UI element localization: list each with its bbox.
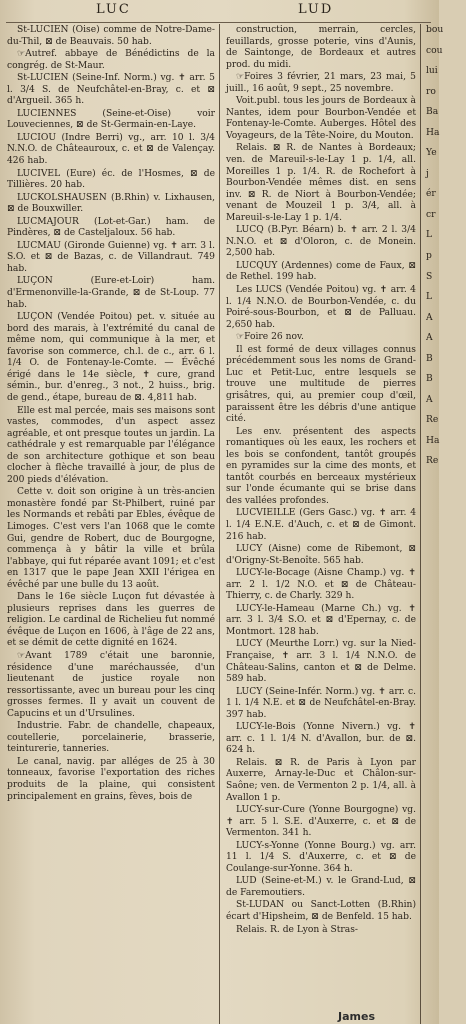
col1-entry: ☞Avant 1789 c'était une baronnie, résidence d'une maréchaussée, d'un lieutenant de justice royale non ressortissante, avec un bureau pour les cinq grosses fermes. Il y avait un couvent de Capucins et un d'Ursulines. xyxy=(7,650,215,719)
col2-entry: LUCY (Meurthe Lorr.) vg. sur la Nied-Française, ✝ arr. 3 l. 1/4 N.N.O. de Château-Salins, canton et ⊠ de Delme. 589 hab. xyxy=(226,639,416,685)
col2-entry: LUCVIEILLE (Gers Gasc.) vg. ✝ arr. 4 l. 1/4 E.N.E. d'Auch, c. et ⊠ de Gimont. 216 hab. xyxy=(226,508,416,542)
col2-entry: LUCY (Seine-Infér. Norm.) vg. ✝ arr. c. 1 l. 1/4 N.E. et ⊠ de Neufchâtel-en-Bray. 397 hab. xyxy=(226,686,416,720)
col3-entry: B xyxy=(426,353,433,364)
col3-entry: Ba xyxy=(426,107,439,118)
col1-entry: LUCMAJOUR (Lot-et-Gar.) ham. de Pindères, ⊠ de Casteljaloux. 56 hab. xyxy=(7,216,215,239)
col2-entry: LUD (Seine-et-M.) v. le Grand-Lud, ⊠ de Faremoutiers. xyxy=(226,876,416,898)
col2-entry: Voit.publ. tous les jours de Bordeaux à Nantes, idem pour Bourbon-Vendée et Fontenay-le-Comte. Auberges. Hôtel des Voyageurs, de la Tête-Noire, du Mouton. xyxy=(226,96,416,141)
col1-entry: LUCKOLSHAUSEN (B.Rhin) v. Lixhausen, ⊠ de Bouxwiller. xyxy=(7,192,215,215)
col1-entry: Elle est mal percée, mais ses maisons sont vastes, commodes, d'un aspect assez agréable, et ont presque toutes un jardin. La cathédrale y est remarquable par l'élégance de son architecture gothique et son beau clocher à flèche travaillé à jour, de plus de 200 pieds d'élévation. xyxy=(7,405,215,485)
col3-entry: S xyxy=(426,271,433,282)
col2-entry: construction, merrain, cercles, feuillards, grosse poterie, vins d'Aunis, de Saintonge, de Bordeaux et autres prod. du midi. xyxy=(226,25,416,70)
col1-entry: Cette v. doit son origine à un très-ancien monastère fondé par St-Philbert, ruiné par les Normands et rebâti par Ebles, évêque de Limoges. C'est vers l'an 1068 que le comte Gui, gendre de Robert, duc de Bourgogne, commença à y bâtir la ville et brûla l'abbaye, qui fut réparée avant 1091; et c'est en 1317 que le pape Jean XXII l'érigea en évêché par une bulle du 13 août. xyxy=(7,487,215,590)
col2-entry: ☞Foires 3 février, 21 mars, 23 mai, 5 juill., 16 août, 9 sept., 25 novembre. xyxy=(226,72,416,94)
col2-entry: LUCQUY (Ardennes) come de Faux, ⊠ de Rethel. 199 hab. xyxy=(226,260,416,283)
col3-entry: ro xyxy=(426,86,436,97)
col2-entry: St-LUDAN ou Sanct-Lotten (B.Rhin) écart d'Hipsheim, ⊠ de Benfeld. 15 hab. xyxy=(226,900,416,923)
col2-entry: Les env. présentent des aspects romantiques où les eaux, les rochers et les bois se confondent, tantôt groupés en pyramides sur la cime des monts, et tantôt courbés en berceaux mystérieux sur l'onde écumante qui se brise dans des vallées profondes. xyxy=(226,426,416,506)
col3-entry: bou xyxy=(426,25,444,35)
col3-entry: A xyxy=(426,394,433,405)
col3-entry: j xyxy=(426,168,429,179)
col1-entry: LUCIOU (Indre Berri) vg., arr. 10 l. 3/4 N.N.O. de Châteauroux, c. et ⊠ de Valençay. 426 hab. xyxy=(7,132,215,167)
col1-entry: LUCMAU (Gironde Guienne) vg. ✝ arr. 3 l. S.O. et ⊠ de Bazas, c. de Villandraut. 749 hab. xyxy=(7,240,215,274)
col2-entry: LUCY (Aisne) come de Ribemont, ⊠ d'Origny-St-Benoîte. 565 hab. xyxy=(226,544,416,566)
col2-entry: LUCY-s-Yonne (Yonne Bourg.) vg. arr. 11 l. 1/4 S. d'Auxerre, c. et ⊠ de Coulange-sur-Yonne. 364 h. xyxy=(226,840,416,874)
col3-entry: Re xyxy=(426,415,439,426)
col2-entry: Relais. ⊠ R. de Nantes à Bordeaux; ven. de Mareuil-s-le-Lay 1 p. 1/4, all. Moreilles 1 p. 1/4. R. de Rochefort à Bourbon-Vendée mêmes dist. en sens inv. ⊠ R. de Niort à Bourbon-Vendée; venant de Mouzeil 1 p. 3/4, all. à Mareuil-s-le-Lay 1 p. 1/4. xyxy=(226,143,416,223)
col1-entry: ☞Autref. abbaye de Bénédictins de la congrég. de St-Maur. xyxy=(7,49,215,71)
col3-entry: A xyxy=(426,312,433,323)
col1-entry: Industrie. Fabr. de chandelle, chapeaux, coutellerie, porcelainerie, brasserie, teinturerie, tanneries. xyxy=(7,721,215,755)
col3-entry: p xyxy=(426,251,432,262)
header-rule xyxy=(6,22,431,23)
running-header-right: LUD xyxy=(298,2,334,17)
col2-entry: Les LUCS (Vendée Poitou) vg. ✝ arr. 4 l. 1/4 N.N.O. de Bourbon-Vendée, c. du Poiré-sous-Bourbon, et ⊠ de Palluau. 2,650 hab. xyxy=(226,285,416,330)
col1-entry: LUÇON (Eure-et-Loir) ham. d'Ermenonville-la-Grande, ⊠ de St-Loup. 77 hab. xyxy=(7,276,215,310)
col2-entry: ☞Foire 26 nov. xyxy=(236,332,304,343)
col2-entry: LUCY-le-Bois (Yonne Nivern.) vg. ✝ arr. c. 1 l. 1/4 N. d'Avallon, bur. de ⊠. 624 h. xyxy=(226,722,416,756)
column-rule-1 xyxy=(219,24,220,1024)
column-middle xyxy=(226,25,416,1024)
col2-entry: LUCY-le-Hameau (Marne Ch.) vg. ✝ arr. 3 l. 3/4 S.O. et ⊠ d'Epernay, c. de Montmort. 128 hab. xyxy=(226,603,416,637)
col1-entry: St-LUCIEN (Seine-Inf. Norm.) vg. ✝ arr. 5 l. 3/4 S. de Neufchâtel-en-Bray, c. et ⊠ d'Argueil. 365 h. xyxy=(7,73,215,107)
col2-entry: LUCY-le-Bocage (Aisne Champ.) vg. ✝ arr. 2 l. 1/2 N.O. et ⊠ de Château-Thierry, c. de Charly. 329 h. xyxy=(226,568,416,602)
col3-entry: cou xyxy=(426,45,443,56)
col3-entry: A xyxy=(426,333,433,344)
col1-entry: LUCIENNES (Seine-et-Oise) voir Louveciennes, ⊠ de St-Germain-en-Laye. xyxy=(7,108,215,131)
column-right-cut xyxy=(426,25,466,1024)
col1-entry: Dans le 16e siècle Luçon fut dévastée à plusieurs reprises dans les guerres de religion. Le cardinal de Richelieu fut nommé évêque de Luçon en 1606, à l'âge de 22 ans, et se démit de cette dignité en 1624. xyxy=(7,592,215,649)
col1-entry: LUCIVEL (Eure) éc. de l'Hosmes, ⊠ de Tillières. 20 hab. xyxy=(7,168,215,191)
col3-entry: Ye xyxy=(426,148,437,159)
running-header-left: LUC xyxy=(96,2,131,17)
col3-entry: B xyxy=(426,374,433,385)
watermark-stamp: James xyxy=(338,1010,375,1023)
column-rule-2 xyxy=(420,24,421,1024)
column-left xyxy=(7,25,215,1024)
col3-entry: cr xyxy=(426,209,436,220)
col1-entry: LUÇON (Vendée Poitou) pet. v. située au bord des marais, à l'extrémité du canal de même nom, qui communique à la mer, et favorise son commerce, ch.l. de c., arr. 6 l. 1/4 O. de Fontenay-le-Comte. — Évêché érigé dans le 14e siècle, ✝ cure, grand sémin., bur. d'enreg., 3 not., 2 huiss., brig. de gend., étape, bureau de ⊠. 4,811 hab. xyxy=(7,312,215,403)
col2-entry: Relais. ⊠ R. de Paris à Lyon par Auxerre, Arnay-le-Duc et Châlon-sur-Saône; ven. de Vermenton 2 p. 1/4, all. à Avallon 1 p. xyxy=(226,757,416,803)
col3-entry: L xyxy=(426,292,433,303)
col1-entry: St-LUCIEN (Oise) comme de Notre-Dame-du-Thil, ⊠ de Beauvais. 50 hab. xyxy=(7,25,215,47)
col2-entry: Il est formé de deux villages connus précédemment sous les noms de Grand-Luc et Petit-Luc, entre lesquels se trouve une multitude de pierres grisâtres, qui, au premier coup d'œil, paraissent être les débris d'une antique cité. xyxy=(226,344,416,425)
col3-entry: lui xyxy=(426,66,438,77)
col3-entry: L xyxy=(426,230,433,241)
col3-entry: Ha xyxy=(426,435,440,446)
col2-entry: LUCY-sur-Cure (Yonne Bourgogne) vg. ✝ arr. 5 l. S.E. d'Auxerre, c. et ⊠ de Vermenton. 341 h. xyxy=(226,805,416,839)
col1-entry: Le canal, navig. par alléges de 25 à 30 tonneaux, favorise l'exportation des riches produits de la plaine, qui consistent principalement en grains, fèves, bois de xyxy=(7,756,215,802)
col2-entry: Relais. R. de Lyon à Stras- xyxy=(236,924,358,935)
col3-entry: Re xyxy=(426,456,439,467)
col2-entry: LUCQ (B.Pyr. Béarn) b. ✝ arr. 2 l. 3/4 N.N.O. et ⊠ d'Oloron, c. de Monein. 2,500 hab. xyxy=(226,225,416,259)
col3-entry: Ha xyxy=(426,127,440,138)
col3-entry: ér xyxy=(426,189,436,200)
